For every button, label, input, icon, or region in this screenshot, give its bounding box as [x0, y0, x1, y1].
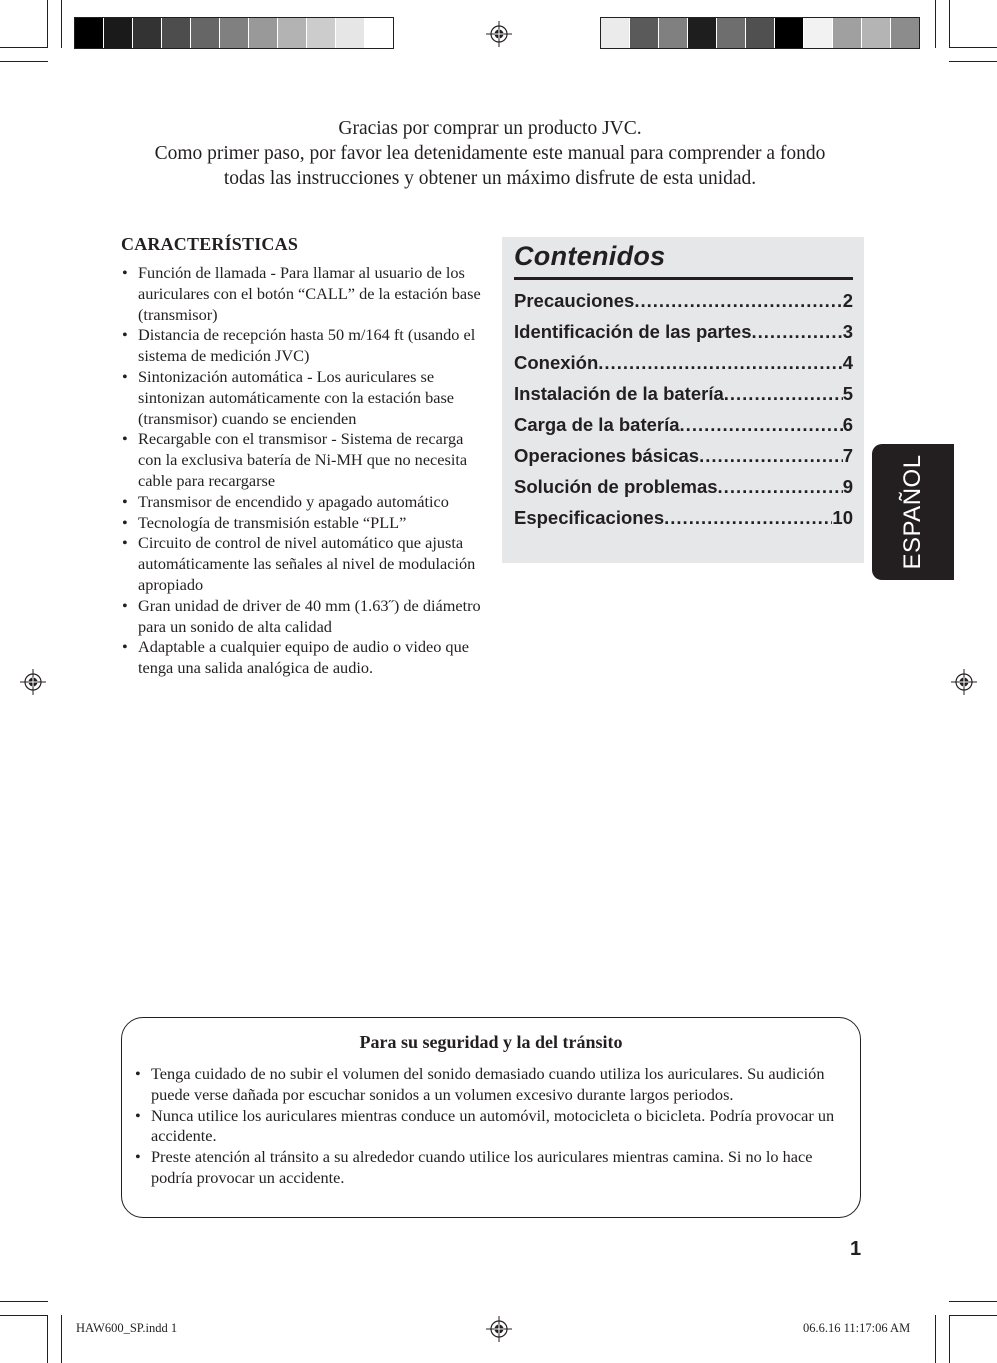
toc-entry[interactable] — [514, 347, 853, 378]
color-swatch — [862, 18, 891, 48]
color-swatch — [104, 18, 133, 48]
toc-leader — [680, 409, 843, 440]
toc-entry-title: Precauciones — [514, 290, 635, 311]
color-swatch — [630, 18, 659, 48]
toc-title: Contenidos — [514, 241, 666, 271]
toc-entry[interactable] — [514, 440, 853, 471]
feature-item: • Recargable con el transmisor - Sistema de recarga con la exclusiva batería de Ni-MH que no necesita cable para recargarse — [121, 429, 489, 491]
language-tab — [872, 444, 954, 580]
toc-entry-page: 10 — [832, 507, 853, 528]
color-swatch — [220, 18, 249, 48]
safety-heading: Para su seguridad y la del tránsito — [359, 1032, 623, 1052]
slug-filename: HAW600_SP.indd 1 — [76, 1321, 178, 1335]
toc-entry-page: 9 — [842, 476, 853, 497]
toc-entry-title: Especificaciones — [514, 507, 665, 528]
intro-text — [60, 116, 920, 191]
feature-item: • Distancia de recepción hasta 50 m/164 ft (usando el sistema de medición JVC) — [121, 325, 489, 367]
language-tab-label: ESPAÑOL — [899, 454, 926, 570]
features-heading: CARACTERÍSTICAS — [121, 234, 299, 254]
toc-entry-page: 5 — [842, 383, 853, 404]
table-of-contents — [502, 237, 864, 563]
slug-timestamp: 06.6.16 11:17:06 AM — [803, 1321, 911, 1335]
color-swatch — [717, 18, 746, 48]
safety-notice — [121, 1017, 861, 1218]
color-swatch — [833, 18, 862, 48]
toc-entry[interactable] — [514, 378, 853, 409]
toc-list — [514, 285, 853, 533]
safety-list — [134, 1064, 856, 1189]
toc-entry[interactable] — [514, 502, 853, 533]
color-swatch — [891, 18, 919, 48]
toc-entry[interactable] — [514, 409, 853, 440]
grayscale-color-bar — [74, 17, 394, 49]
feature-item: • Circuito de control de nivel automático que ajusta automáticamente las señales al nivel de modulación apropiado — [121, 533, 489, 595]
feature-item: • Tecnología de transmisión estable “PLL” — [121, 513, 489, 534]
toc-entry[interactable] — [514, 471, 853, 502]
registration-mark-icon — [486, 1316, 512, 1342]
color-swatch — [659, 18, 688, 48]
safety-item: • Tenga cuidado de no subir el volumen del sonido demasiado cuando utiliza los auriculares. Su audición puede verse dañada por escuchar sonidos a un volumen excesivo durante largos periodos. — [134, 1064, 856, 1106]
color-swatch — [601, 18, 630, 48]
intro-line: Gracias por comprar un producto JVC. — [338, 118, 642, 139]
color-swatch — [336, 18, 365, 48]
toc-divider — [514, 277, 853, 280]
toc-entry-title: Solución de problemas — [514, 476, 718, 497]
color-swatch — [162, 18, 191, 48]
toc-entry-page: 4 — [842, 352, 853, 373]
toc-leader — [752, 316, 843, 347]
color-swatch — [746, 18, 775, 48]
feature-item: • Transmisor de encendido y apagado automático — [121, 492, 489, 513]
toc-entry-page: 2 — [842, 290, 853, 311]
color-swatch — [278, 18, 307, 48]
toc-entry-page: 7 — [842, 445, 853, 466]
intro-line: todas las instrucciones y obtener un máximo disfrute de esta unidad. — [223, 168, 757, 189]
registration-mark-icon — [486, 21, 512, 47]
registration-mark-icon — [951, 669, 977, 695]
toc-entry-page: 6 — [842, 414, 853, 435]
color-swatch — [365, 18, 393, 48]
color-swatch — [133, 18, 162, 48]
toc-entry-title: Conexión — [514, 352, 599, 373]
toc-entry-page: 3 — [842, 321, 853, 342]
toc-leader — [718, 471, 843, 502]
toc-leader — [724, 378, 843, 409]
toc-leader — [664, 502, 832, 533]
toc-entry[interactable] — [514, 316, 853, 347]
toc-entry[interactable] — [514, 285, 853, 316]
features-section — [121, 234, 489, 679]
feature-item: • Adaptable a cualquier equipo de audio o video que tenga una salida analógica de audio. — [121, 637, 489, 679]
safety-item: • Nunca utilice los auriculares mientras conduce un automóvil, motocicleta o bicicleta. Podría provocar un accidente. — [134, 1106, 856, 1148]
color-swatch — [804, 18, 833, 48]
safety-item: • Preste atención al tránsito a su alrededor cuando utilice los auriculares mientras camina. Si no lo hace podría provocar un accidente. — [134, 1147, 856, 1189]
page-number: 1 — [850, 1238, 862, 1260]
tone-color-bar — [600, 17, 920, 49]
toc-leader — [598, 347, 842, 378]
toc-entry-title: Operaciones básicas — [514, 445, 700, 466]
toc-leader — [634, 285, 842, 316]
color-swatch — [75, 18, 104, 48]
features-list — [121, 263, 489, 679]
toc-entry-title: Instalación de la batería — [514, 383, 724, 404]
registration-mark-icon — [20, 669, 46, 695]
toc-entry-title: Identificación de las partes — [514, 321, 752, 342]
color-swatch — [688, 18, 717, 48]
intro-line: Como primer paso, por favor lea detenidamente este manual para comprender a fondo — [154, 143, 826, 164]
toc-leader — [699, 440, 843, 471]
color-swatch — [191, 18, 220, 48]
feature-item: • Sintonización automática - Los auriculares se sintonizan automáticamente con la estación base (transmisor) cuando se encienden — [121, 367, 489, 429]
color-swatch — [249, 18, 278, 48]
toc-entry-title: Carga de la batería — [514, 414, 680, 435]
color-swatch — [307, 18, 336, 48]
color-swatch — [775, 18, 804, 48]
feature-item: • Función de llamada - Para llamar al usuario de los auriculares con el botón “CALL” de la estación base (transmisor) — [121, 263, 489, 325]
feature-item: • Gran unidad de driver de 40 mm (1.63˝) de diámetro para un sonido de alta calidad — [121, 596, 489, 638]
